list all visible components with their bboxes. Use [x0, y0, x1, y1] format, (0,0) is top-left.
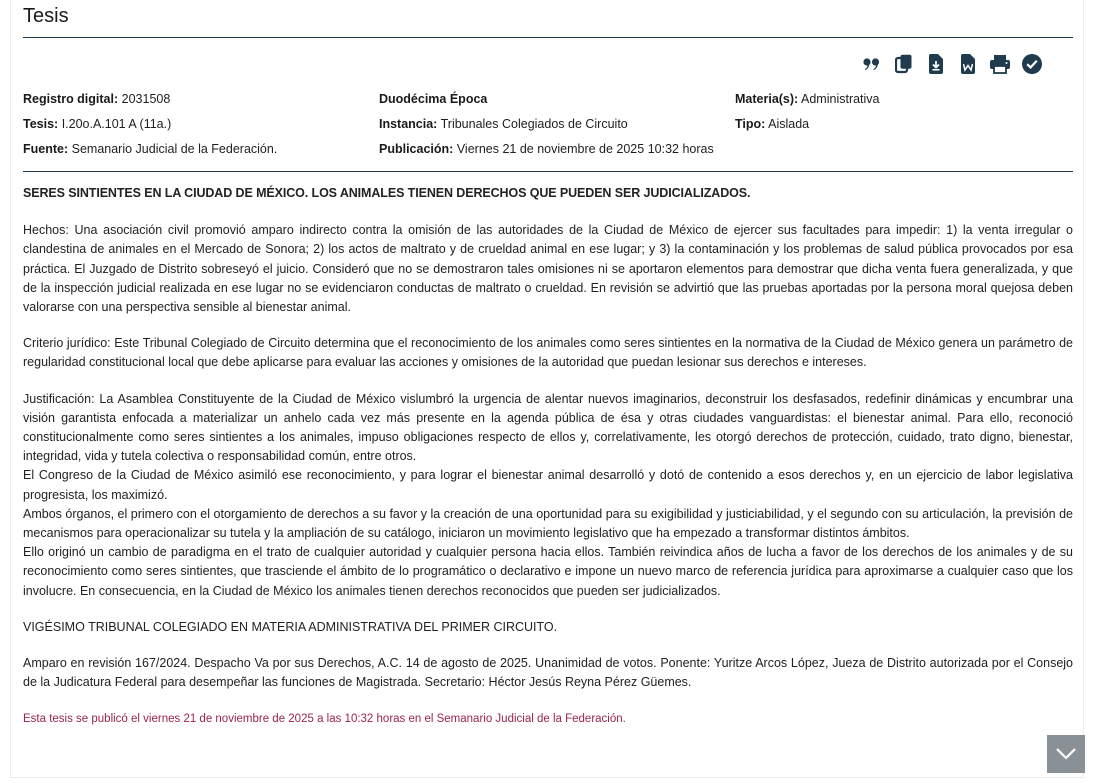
precedente-paragraph: Amparo en revisión 167/2024. Despacho Va por sus Derechos, A.C. 14 de agosto de 2025. Unanimidad de votos. Ponente: Yuritze Arcos López, Jueza de Distrito autorizada por el Consejo de la Judicatura Federal para desempeñar las funciones de Magistrada. Secretario: Héctor Jesús Reyna Pérez Güemes.: [23, 656, 1073, 690]
metadata-divider: [23, 171, 1073, 172]
fuente: Fuente: Semanario Judicial de la Federación.: [23, 142, 278, 156]
justificacion-paragraph: Ambos órganos, el primero con el otorgamiento de derechos a su favor y la creación de una oportunidad para su exigibilidad y justiciabilidad, y el segundo con su articulación, la previsión de mecanismos para operacionalizar su tutela y la ampliación de su catálogo, iniciaron un movimiento legislativo que ha empezado a transformar distintos ámbitos.: [23, 506, 1073, 541]
publication-note: Esta tesis se publicó el viernes 21 de noviembre de 2025 a las 10:32 horas en el Semanario Judicial de la Federación.: [23, 713, 626, 726]
word-document-icon[interactable]: [957, 52, 979, 76]
criterio-paragraph: Criterio jurídico: Este Tribunal Colegiado de Circuito determina que el reconocimiento de los animales como seres sintientes en la normativa de la Ciudad de México genera un parámetro de regularidad constitucional local que debe aplicarse para evaluar las acciones y omisiones de la autoridad que puedan lesionar sus derechos e intereses.: [23, 336, 1073, 370]
thesis-card: [10, 0, 1084, 778]
metadata-column-1: [23, 87, 277, 162]
quote-icon[interactable]: [861, 52, 883, 76]
thesis-body: [23, 184, 1073, 730]
scroll-down-button[interactable]: [1047, 735, 1085, 773]
materia: Materia(s): Administrativa: [735, 92, 880, 106]
tipo: Tipo: Aislada: [735, 117, 810, 131]
publicacion: Publicación: Viernes 21 de noviembre de 2025 10:32 horas: [379, 142, 714, 156]
tesis-number: Tesis: I.20o.A.101 A (11a.): [23, 117, 172, 131]
hechos-paragraph: Hechos: Una asociación civil promovió amparo indirecto contra la omisión de las autoridades de la Ciudad de México de ejercer sus facultades para impedir: 1) la venta irregular o clandestina de animales en el Mercado de Sonora; 2) los actos de maltrato y de crueldad animal en ese lugar; y 3) la contaminación y los problemas de salud pública provocados por esa práctica. El Juzgado de Distrito sobreseyó el juicio. Consideró que no se demostraron tales omisiones ni se aportaron elementos para demostrar que dicha venta fuera generalizada, y que de la inspección judicial realizada en ese lugar no se evidenciaron conductas de maltrato o crueldad. En revisión se advirtió que las pruebas aportadas por la persona moral quejosa deben valorarse con una perspectiva sensible al bienestar animal.: [23, 223, 1073, 315]
copy-icon[interactable]: [893, 52, 915, 76]
tribunal-name: VIGÉSIMO TRIBUNAL COLEGIADO EN MATERIA ADMINISTRATIVA DEL PRIMER CIRCUITO.: [23, 619, 558, 634]
document-toolbar: [861, 52, 1043, 76]
epoca: Duodécima Época: [379, 92, 488, 106]
metadata-column-3: [735, 87, 880, 137]
instancia: Instancia: Tribunales Colegiados de Circuito: [379, 117, 628, 131]
print-icon[interactable]: [989, 52, 1011, 76]
justificacion-paragraph: El Congreso de la Ciudad de México asimiló ese reconocimiento, y para lograr el bienestar animal desarrolló y dotó de contenido a esos derechos y, en un ejercicio de labor legislativa progresista, los maximizó.: [23, 468, 1073, 502]
justificacion-paragraph: Justificación: La Asamblea Constituyente de la Ciudad de México vislumbró la urgencia de alentar nuevos imaginarios, deconstruir los desfasados, redefinir dinámicas y encumbrar una visión garantista enfocada a materializar un anhelo cada vez más presente en la agenda pública de ésa y otras ciudades vanguardistas: el bienestar animal. Para ello, reconoció constitucionalmente como seres sintientes a los animales, impuso obligaciones respecto de ellos y, correlativamente, les otorgó derechos de protección, cuidado, trato digno, bienestar, integridad, vida y tutela colectiva o responsabilidad común, entre otros.: [23, 391, 1073, 464]
title-divider: [23, 37, 1073, 38]
check-circle-icon[interactable]: [1021, 52, 1043, 76]
registro-digital: Registro digital: 2031508: [23, 92, 171, 106]
chevron-down-icon: [1055, 747, 1077, 761]
download-pdf-icon[interactable]: [925, 52, 947, 76]
page-title: Tesis: [23, 5, 69, 27]
thesis-heading: SERES SINTIENTES EN LA CIUDAD DE MÉXICO. LOS ANIMALES TIENEN DERECHOS QUE PUEDEN SER JUDICIALIZADOS.: [23, 186, 751, 200]
metadata-column-2: [379, 87, 714, 162]
justificacion-paragraph: Ello originó un cambio de paradigma en el trato de cualquier autoridad y cualquier persona hacia ellos. También reivindica años de lucha a favor de los derechos de los animales y de su reconocimiento como seres sintientes, que trasciende el ámbito de lo programático o declarativo e impone un nuevo marco de referencia jurídica para aproximarse a cualquier caso que los involucre. En consecuencia, en la Ciudad de México los animales tienen derechos reconocidos que pueden ser judicializados.: [23, 545, 1073, 598]
